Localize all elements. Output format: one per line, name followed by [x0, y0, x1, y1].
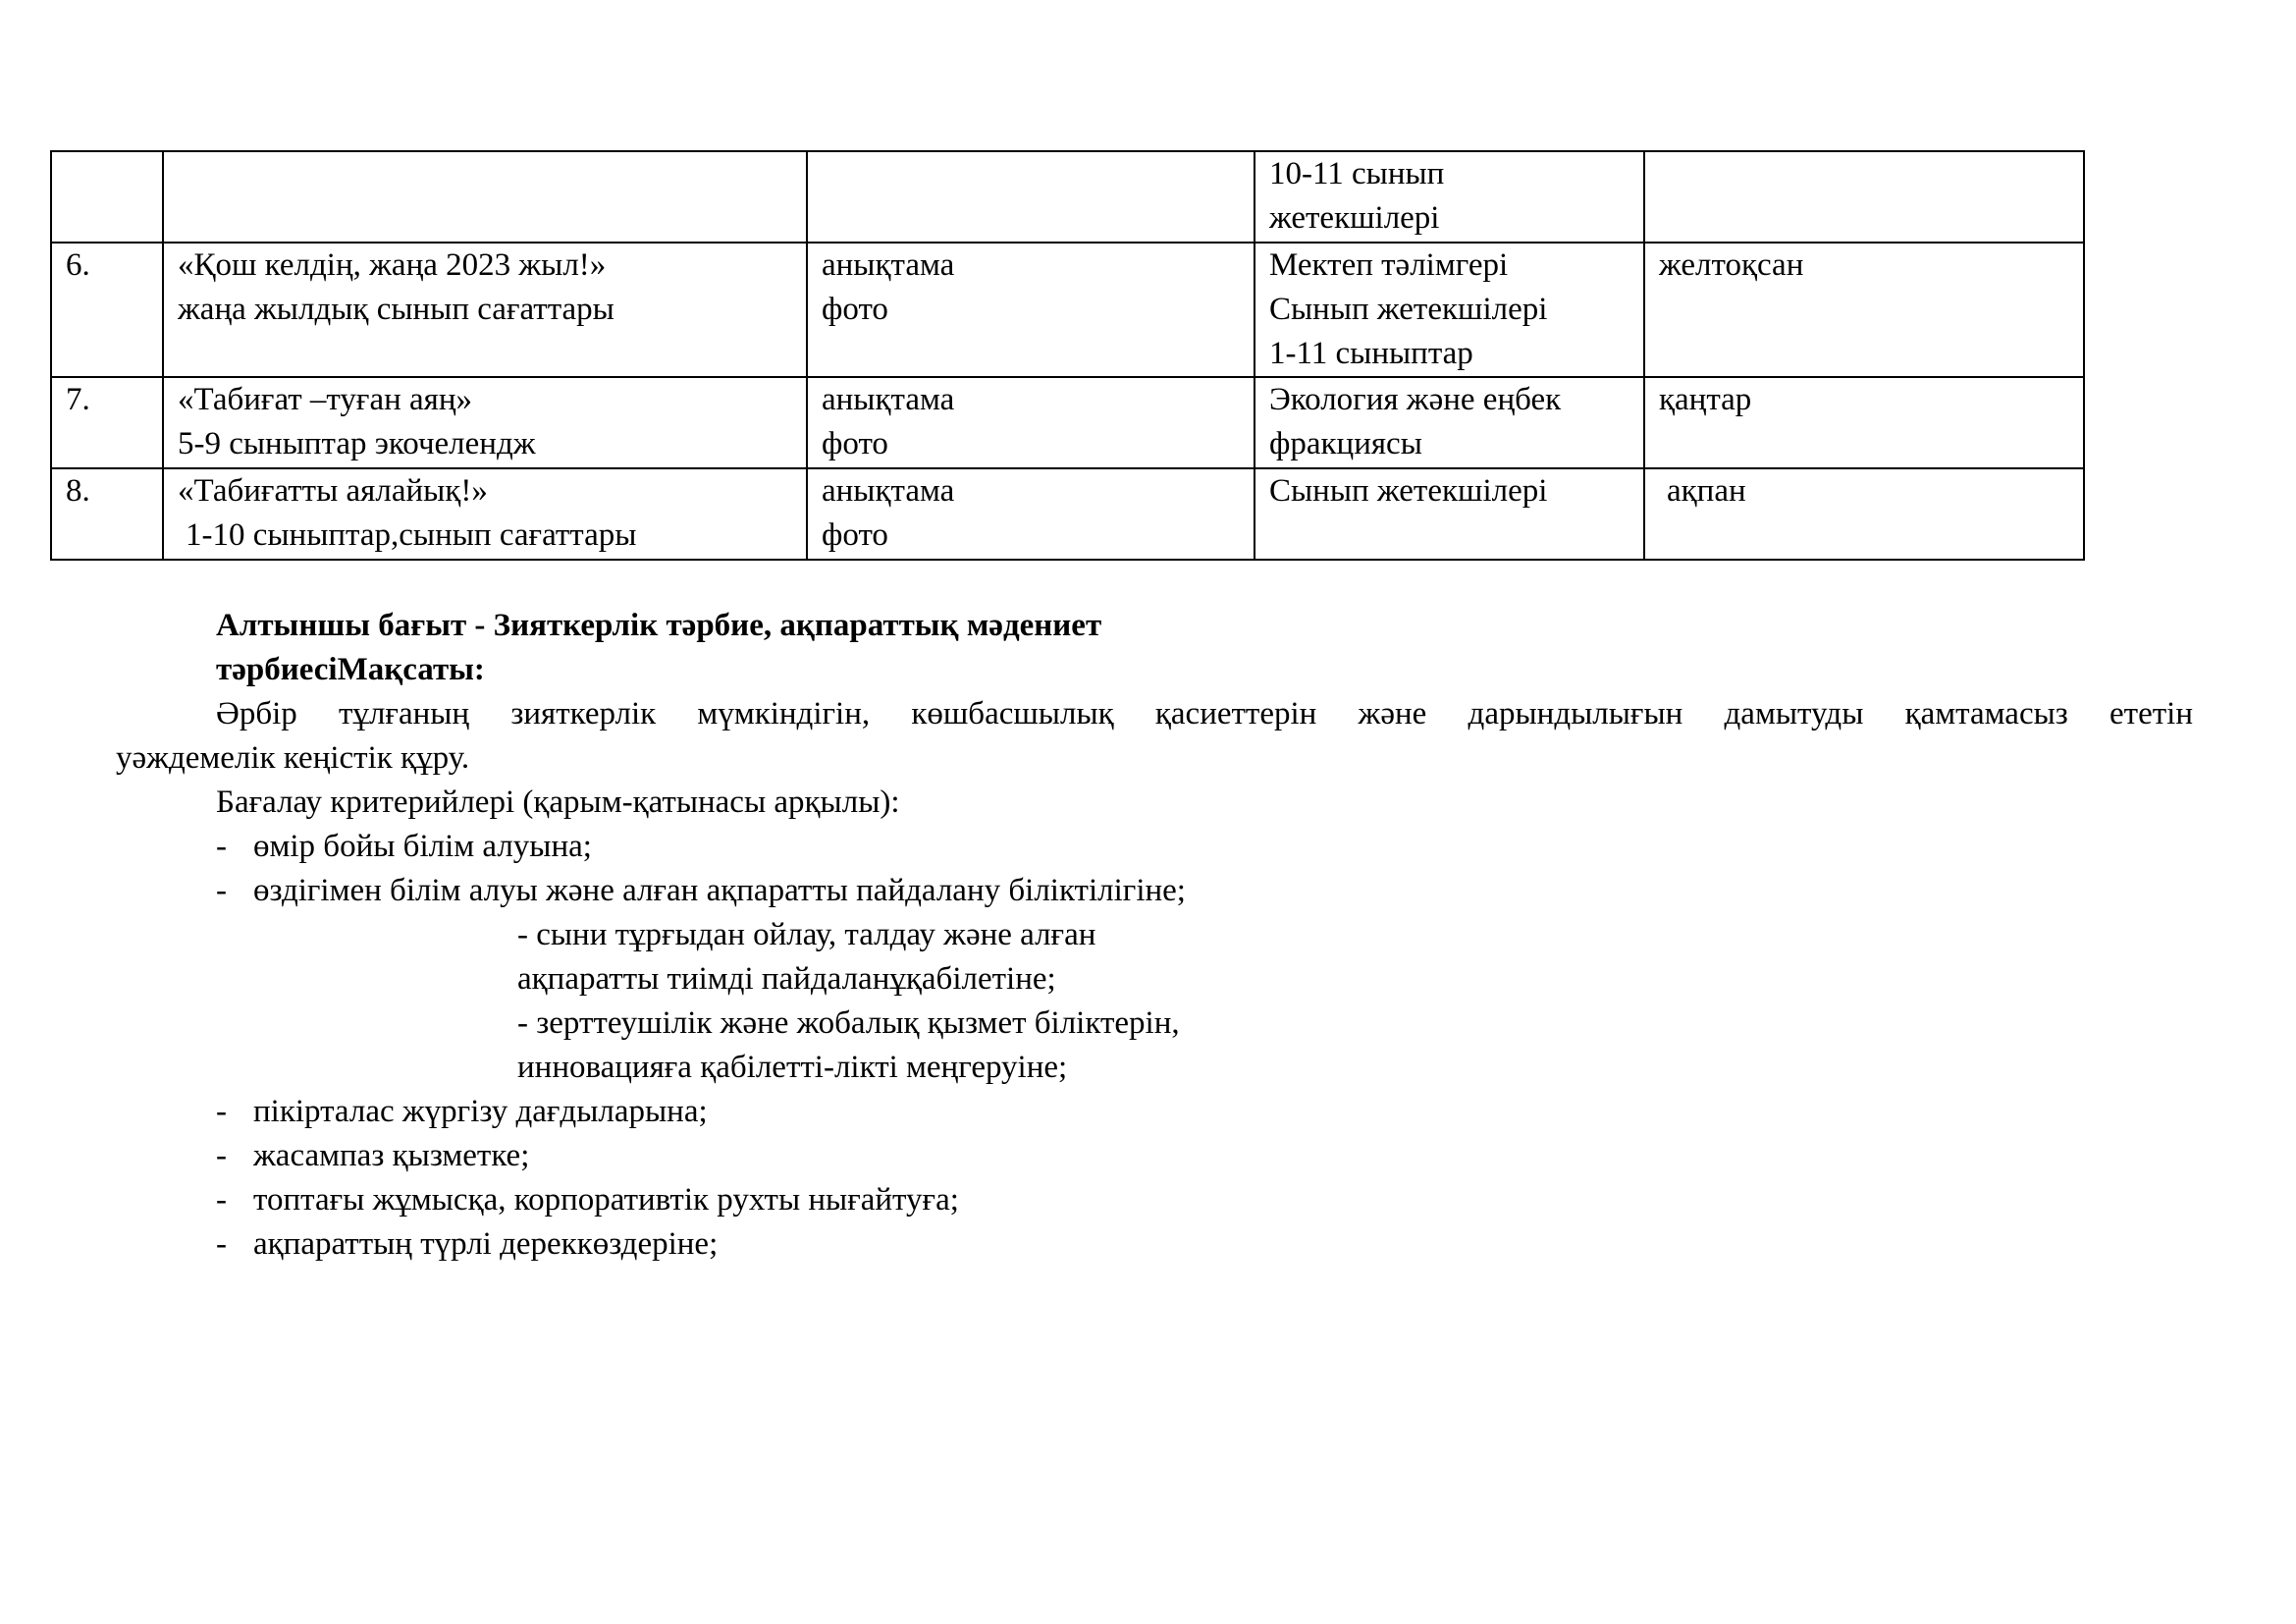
- criteria-title: Бағалау критерийлері (қарым-қатынасы арқылы):: [216, 785, 900, 820]
- criteria-item: топтағы жұмысқа, корпоративтік рухты нығайтуға;: [253, 1182, 959, 1218]
- cell-event: «Табиғат –туған аяң» 5-9 сыныптар экочелендж: [163, 377, 807, 468]
- criteria-item: ақпараттың түрлі дереккөздеріне;: [253, 1226, 719, 1262]
- criteria-subitem: инновацияға қабілетті-лікті меңгеруіне;: [517, 1050, 1068, 1085]
- cell-date: ақпан: [1644, 468, 2084, 560]
- cell-responsible: Экология және еңбек фракциясы: [1255, 377, 1644, 468]
- cell-format: анықтама фото: [807, 377, 1255, 468]
- table-row: [51, 151, 2084, 243]
- cell-format: анықтама фото: [807, 243, 1255, 377]
- cell-format: анықтама фото: [807, 468, 1255, 560]
- criteria-subitem: ақпаратты тиімді пайдаланұқабілетіне;: [517, 961, 1056, 997]
- bullet-dash: -: [216, 829, 227, 864]
- cell-date: [1644, 151, 2084, 243]
- goal-paragraph-line2: уәждемелік кеңістік құру.: [116, 740, 470, 776]
- bullet-dash: -: [216, 1094, 227, 1129]
- plan-table: [50, 150, 2085, 561]
- cell-event: «Табиғатты аялайық!» 1-10 сыныптар,сынып сағаттары: [163, 468, 807, 560]
- table-row: [51, 468, 2084, 560]
- bullet-dash: -: [216, 1226, 227, 1262]
- cell-responsible: Сынып жетекшілері: [1255, 468, 1644, 560]
- table-row: [51, 377, 2084, 468]
- cell-responsible: Мектеп тәлімгері Сынып жетекшілері 1-11 сыныптар: [1255, 243, 1644, 377]
- cell-responsible: 10-11 сынып жетекшілері: [1255, 151, 1644, 243]
- section-heading-line2: тәрбиесіМақсаты:: [216, 652, 485, 687]
- criteria-item: жасампаз қызметке;: [253, 1138, 530, 1173]
- section-heading-line1: Алтыншы бағыт - Зияткерлік тәрбие, ақпараттық мәдениет: [216, 608, 1102, 643]
- bullet-dash: -: [216, 873, 227, 908]
- criteria-item: өздігімен білім алуы және алған ақпаратты пайдалану біліктілігіне;: [253, 873, 1186, 908]
- bullet-dash: -: [216, 1182, 227, 1218]
- cell-event: [163, 151, 807, 243]
- criteria-subitem: - зерттеушілік және жобалық қызмет біліктерін,: [517, 1005, 1180, 1041]
- bullet-dash: -: [216, 1138, 227, 1173]
- cell-format: [807, 151, 1255, 243]
- cell-num: 7.: [51, 377, 163, 468]
- criteria-subitem: - сыни тұрғыдан ойлау, талдау және алған: [517, 917, 1096, 952]
- cell-num: [51, 151, 163, 243]
- criteria-item: пікірталас жүргізу дағдыларына;: [253, 1094, 708, 1129]
- goal-paragraph-line1: Әрбір тұлғаның зияткерлік мүмкіндігін, көшбасшылық қасиеттерін және дарындылығын дамытуды қамтамасыз ететін: [216, 696, 2193, 731]
- table-row: [51, 243, 2084, 377]
- cell-date: қаңтар: [1644, 377, 2084, 468]
- cell-num: 6.: [51, 243, 163, 377]
- criteria-item: өмір бойы білім алуына;: [253, 829, 592, 864]
- cell-event: «Қош келдің, жаңа 2023 жыл!» жаңа жылдық сынып сағаттары: [163, 243, 807, 377]
- cell-date: желтоқсан: [1644, 243, 2084, 377]
- cell-num: 8.: [51, 468, 163, 560]
